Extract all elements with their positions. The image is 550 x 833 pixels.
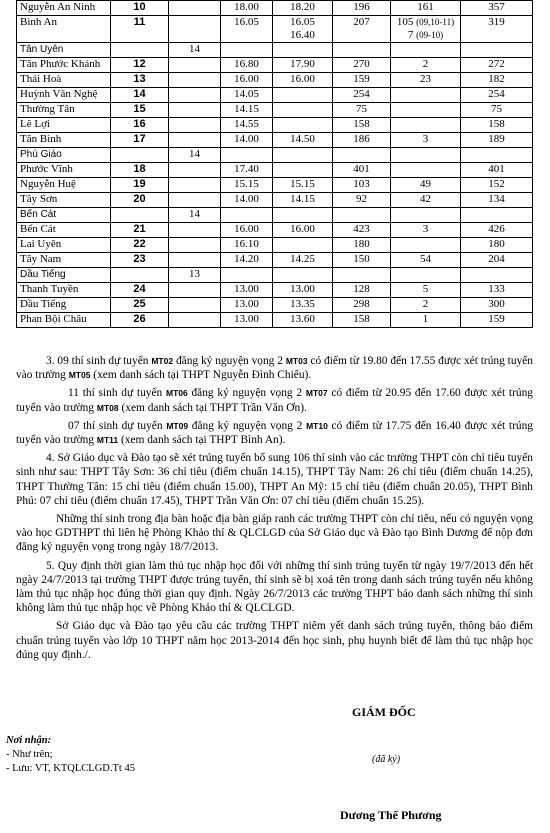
score-nv1: 16.00: [221, 73, 273, 88]
district-name: Bến Cát: [17, 208, 111, 223]
score-nv2: 16.00: [273, 73, 333, 88]
score-nv1: 18.00: [221, 1, 273, 16]
table-row: [17, 313, 533, 328]
school-code: 22: [111, 238, 169, 253]
score-nv2: 14.15: [273, 193, 333, 208]
total-count: 152: [461, 178, 533, 193]
district-count: 14: [169, 148, 221, 163]
paragraph-5: 5. Quy định thời gian làm thủ tục nhập học đối với những thí sinh trúng tuyển từ ngày 19/7/2013 đến hết ngày 24/7/2013 tại trường THPT được trúng tuyển, thí sinh sẽ bị xoá tên trong danh sách trúng tuyển nếu không làm thủ tục nhập học đúng thời gian quy định. Ngày 26/7/2013 các trường THPT báo danh sách những thí sinh không làm thủ tục nhập học về Phòng Khảo thí & QLCLGD.: [16, 559, 533, 615]
table-row: [17, 133, 533, 148]
district-row: [17, 43, 533, 58]
blank-cell: [169, 313, 221, 328]
district-count: 14: [169, 43, 221, 58]
count-nv2: 49: [391, 178, 461, 193]
score-nv2: 18.20: [273, 1, 333, 16]
paragraph-4b: Những thí sinh trong địa bàn hoặc địa bàn giáp ranh các trường THPT còn chỉ tiêu, nếu có nguyện vọng vào học GDTHPT thì liên hệ Phòng Khảo thí & QLCLGD của Sở Giáo dục và Đào tạo Bình Dương để nộp đơn đăng ký nguyện vọng trong ngày 18/7/2013.: [16, 513, 533, 554]
table-row: [17, 253, 533, 268]
paragraph-3b: 11 thí sinh dự tuyển MT06 đăng ký nguyện vọng 2 MT07 có điểm từ 20.95 đến 17.60 được xét trúng tuyển vào trường MT08 (xem danh sách tại THPT Trần Văn Ơn).: [16, 387, 533, 414]
total-count: 401: [461, 163, 533, 178]
district-row: [17, 148, 533, 163]
district-count: 13: [169, 268, 221, 283]
blank-cell: [169, 133, 221, 148]
recipient-line: - Như trên;: [6, 749, 53, 760]
school-code: 19: [111, 178, 169, 193]
school-name: Lai Uyên: [17, 238, 111, 253]
score-nv1: 14.00: [221, 133, 273, 148]
school-code: 18: [111, 163, 169, 178]
count-nv2: 42: [391, 193, 461, 208]
school-name: Thường Tân: [17, 103, 111, 118]
blank-cell: [169, 118, 221, 133]
count-nv1: 186: [333, 133, 391, 148]
district-row: [17, 208, 533, 223]
school-name: Thanh Tuyền: [17, 283, 111, 298]
table-row: [17, 1, 533, 16]
table-row: [17, 193, 533, 208]
school-name: Phước Vĩnh: [17, 163, 111, 178]
empty-cell: [391, 208, 461, 223]
recipients-block: [6, 734, 135, 776]
school-name: Bình An: [17, 16, 111, 43]
blank-cell: [169, 88, 221, 103]
table-row: [17, 88, 533, 103]
score-nv2: [273, 238, 333, 253]
score-nv1: 13.00: [221, 313, 273, 328]
school-code: 21: [111, 223, 169, 238]
count-nv1: 423: [333, 223, 391, 238]
score-nv1: 17.40: [221, 163, 273, 178]
count-nv1: 128: [333, 283, 391, 298]
school-name: Tây Nam: [17, 253, 111, 268]
empty-cell: [333, 43, 391, 58]
district-row: [17, 268, 533, 283]
paragraph-3c: 07 thí sinh dự tuyển MT09 đăng ký nguyện vọng 2 MT10 có điểm từ 17.75 đến 16.40 được xét trúng tuyển vào trường MT11 (xem danh sách tại THPT Bình An).: [16, 419, 533, 447]
count-nv2: 23: [391, 73, 461, 88]
signer-name: Dương Thế Phương: [340, 808, 442, 822]
table-row: [17, 103, 533, 118]
empty-cell: [461, 208, 533, 223]
empty-cell: [221, 208, 273, 223]
blank-cell: [169, 73, 221, 88]
empty-cell: [221, 148, 273, 163]
school-code: 16: [111, 118, 169, 133]
empty-cell: [273, 268, 333, 283]
district-spacer: [111, 268, 169, 283]
count-nv1: 196: [333, 1, 391, 16]
total-count: 75: [461, 103, 533, 118]
school-name: Dầu Tiếng: [17, 298, 111, 313]
district-name: Phú Giáo: [17, 148, 111, 163]
blank-cell: [169, 283, 221, 298]
paragraph-3: 3. 09 thí sinh dự tuyển MT02 đăng ký nguyện vọng 2 MT03 có điểm từ 19.80 đến 17.55 được xét trúng tuyển vào trường MT05 (xem danh sách tại THPT Nguyễn Đình Chiểu).: [16, 355, 533, 382]
total-count: 158: [461, 118, 533, 133]
total-count: 180: [461, 238, 533, 253]
count-value: 105: [396, 16, 414, 28]
school-code: 10: [111, 1, 169, 16]
school-code: 23: [111, 253, 169, 268]
school-name: Lê Lợi: [17, 118, 111, 133]
blank-cell: [169, 223, 221, 238]
paragraph-4: 4. Sở Giáo dục và Đào tạo sẽ xét trúng tuyển bổ sung 106 thí sinh vào các trường THPT còn chỉ tiêu tuyển sinh như sau: THPT Tây Sơn: 36 chỉ tiêu (điểm chuẩn 14.15), THPT Tây Nam: 26 chỉ tiêu (điểm chuẩn 14.25), THPT Thường Tân: 15 chỉ tiêu (điểm chuẩn 15.00), THPT An Mỹ: 15 chỉ tiêu (điểm chuẩn 20.05), THPT Bình Phú: 07 chỉ tiêu (điểm chuẩn 17.45), THPT Trần Văn Ơn: 07 chỉ tiêu (điểm chuẩn 15.25).: [16, 452, 533, 507]
school-name: Bến Cát: [17, 223, 111, 238]
empty-cell: [461, 43, 533, 58]
count-nv2: 161: [391, 1, 461, 16]
score-nv1: 13.00: [221, 298, 273, 313]
table-row: [17, 283, 533, 298]
total-count: 319: [461, 16, 533, 43]
count-nv1: 75: [333, 103, 391, 118]
empty-cell: [333, 268, 391, 283]
count-nv1: 158: [333, 118, 391, 133]
school-name: Thái Hoà: [17, 73, 111, 88]
table-row: [17, 298, 533, 313]
blank-cell: [169, 16, 221, 43]
total-count: 182: [461, 73, 533, 88]
school-code: 20: [111, 193, 169, 208]
empty-cell: [461, 148, 533, 163]
score-nv1: 14.20: [221, 253, 273, 268]
district-spacer: [111, 208, 169, 223]
school-code: 24: [111, 283, 169, 298]
school-code: 26: [111, 313, 169, 328]
score-nv2: 13.35: [273, 298, 333, 313]
total-count: 254: [461, 88, 533, 103]
empty-cell: [333, 208, 391, 223]
school-code: 25: [111, 298, 169, 313]
school-code: 15: [111, 103, 169, 118]
district-count: 14: [169, 208, 221, 223]
count-nv2-line: [394, 29, 457, 42]
count-nv2: [391, 16, 461, 43]
empty-cell: [273, 43, 333, 58]
school-name: Phan Bội Châu: [17, 313, 111, 328]
table-body: [17, 1, 533, 328]
count-nv2: [391, 163, 461, 178]
total-count: 134: [461, 193, 533, 208]
total-count: 272: [461, 58, 533, 73]
recipients-label: Nơi nhận:: [6, 735, 52, 746]
score-nv2: 14.25: [273, 253, 333, 268]
school-code: 17: [111, 133, 169, 148]
empty-cell: [221, 268, 273, 283]
signature-title: GIÁM ĐỐC: [352, 705, 416, 719]
empty-cell: [333, 148, 391, 163]
score-nv1: 14.05: [221, 88, 273, 103]
count-nv1: 207: [333, 16, 391, 43]
count-nv1: 298: [333, 298, 391, 313]
score-nv2: [273, 163, 333, 178]
table-row: [17, 118, 533, 133]
count-nv2: 3: [391, 223, 461, 238]
total-count: 159: [461, 313, 533, 328]
score-nv2: 13.00: [273, 283, 333, 298]
school-name: Tân Phước Khánh: [17, 58, 111, 73]
table-row: [17, 58, 533, 73]
count-nv2: 3: [391, 133, 461, 148]
empty-cell: [391, 43, 461, 58]
score-nv2: [273, 16, 333, 43]
score-nv2: 13.60: [273, 313, 333, 328]
signed-note: (đã ký): [372, 754, 401, 765]
count-nv2: 54: [391, 253, 461, 268]
blank-cell: [169, 178, 221, 193]
total-count: 189: [461, 133, 533, 148]
blank-cell: [169, 163, 221, 178]
table-row: [17, 178, 533, 193]
school-code: 13: [111, 73, 169, 88]
total-count: 204: [461, 253, 533, 268]
count-nv1: 150: [333, 253, 391, 268]
school-code: 12: [111, 58, 169, 73]
school-name: Nguyễn Huệ: [17, 178, 111, 193]
count-nv2: [391, 103, 461, 118]
empty-cell: [273, 208, 333, 223]
count-nv1: 92: [333, 193, 391, 208]
score-nv1: 13.00: [221, 283, 273, 298]
count-nv2: 5: [391, 283, 461, 298]
school-code: 11: [111, 16, 169, 43]
total-count: 300: [461, 298, 533, 313]
count-nv1: 180: [333, 238, 391, 253]
count-nv2-line: [394, 16, 457, 29]
count-value: 7: [407, 29, 414, 41]
school-code: 14: [111, 88, 169, 103]
count-nv1: 254: [333, 88, 391, 103]
table-row: [17, 238, 533, 253]
score-nv2: 15.15: [273, 178, 333, 193]
document-body: [16, 354, 533, 666]
count-nv1: 158: [333, 313, 391, 328]
recipient-line: - Lưu: VT, KTQLCLGD.Tt 45: [6, 763, 135, 774]
score-nv2-line: 16.40: [290, 29, 315, 41]
district-spacer: [111, 148, 169, 163]
score-nv1: 14.55: [221, 118, 273, 133]
empty-cell: [391, 148, 461, 163]
blank-cell: [169, 298, 221, 313]
score-nv2-line: 16.05: [290, 16, 315, 28]
count-nv1: 159: [333, 73, 391, 88]
admission-table: [16, 0, 533, 328]
blank-cell: [169, 58, 221, 73]
count-nv2: 1: [391, 313, 461, 328]
school-name: Nguyễn An Ninh: [17, 1, 111, 16]
count-nv1: 103: [333, 178, 391, 193]
count-nv1: 270: [333, 58, 391, 73]
empty-cell: [391, 268, 461, 283]
score-nv2: [273, 118, 333, 133]
score-nv1: 16.10: [221, 238, 273, 253]
count-nv2: [391, 238, 461, 253]
score-nv2: 16.00: [273, 223, 333, 238]
count-note: (09-10): [416, 30, 444, 40]
score-nv2: 17.90: [273, 58, 333, 73]
table-row: [17, 73, 533, 88]
empty-cell: [221, 43, 273, 58]
count-nv2: 2: [391, 298, 461, 313]
table-row: [17, 223, 533, 238]
score-nv1: 15.15: [221, 178, 273, 193]
paragraph-6: Sở Giáo dục và Đào tạo yêu cầu các trường THPT niêm yết danh sách trúng tuyển, thông báo điểm chuẩn trúng tuyển vào lớp 10 THPT năm học 2013-2014 đến học sinh, phụ huynh biết để làm thủ tục nhập học đúng quy định./.: [16, 620, 533, 661]
total-count: 426: [461, 223, 533, 238]
school-name: Tây Sơn: [17, 193, 111, 208]
total-count: 133: [461, 283, 533, 298]
score-nv1: 16.00: [221, 223, 273, 238]
blank-cell: [169, 193, 221, 208]
score-nv2: [273, 103, 333, 118]
table-row: [17, 163, 533, 178]
count-nv2: [391, 118, 461, 133]
score-nv2: [273, 88, 333, 103]
empty-cell: [273, 148, 333, 163]
blank-cell: [169, 238, 221, 253]
blank-cell: [169, 253, 221, 268]
score-nv1: 14.00: [221, 193, 273, 208]
count-nv1: 401: [333, 163, 391, 178]
total-count: 357: [461, 1, 533, 16]
blank-cell: [169, 1, 221, 16]
blank-cell: [169, 103, 221, 118]
score-nv1: 16.05: [221, 16, 273, 43]
score-nv1: 16.80: [221, 58, 273, 73]
school-name: Huỳnh Văn Nghệ: [17, 88, 111, 103]
score-nv1: 14.15: [221, 103, 273, 118]
district-name: Tân Uyên: [17, 43, 111, 58]
count-nv2: [391, 88, 461, 103]
school-name: Tân Bình: [17, 133, 111, 148]
score-nv2: 14.50: [273, 133, 333, 148]
count-note: (09,10-11): [416, 17, 455, 27]
district-name: Dầu Tiếng: [17, 268, 111, 283]
count-nv2: 2: [391, 58, 461, 73]
district-spacer: [111, 43, 169, 58]
table-row: [17, 16, 533, 43]
empty-cell: [461, 268, 533, 283]
